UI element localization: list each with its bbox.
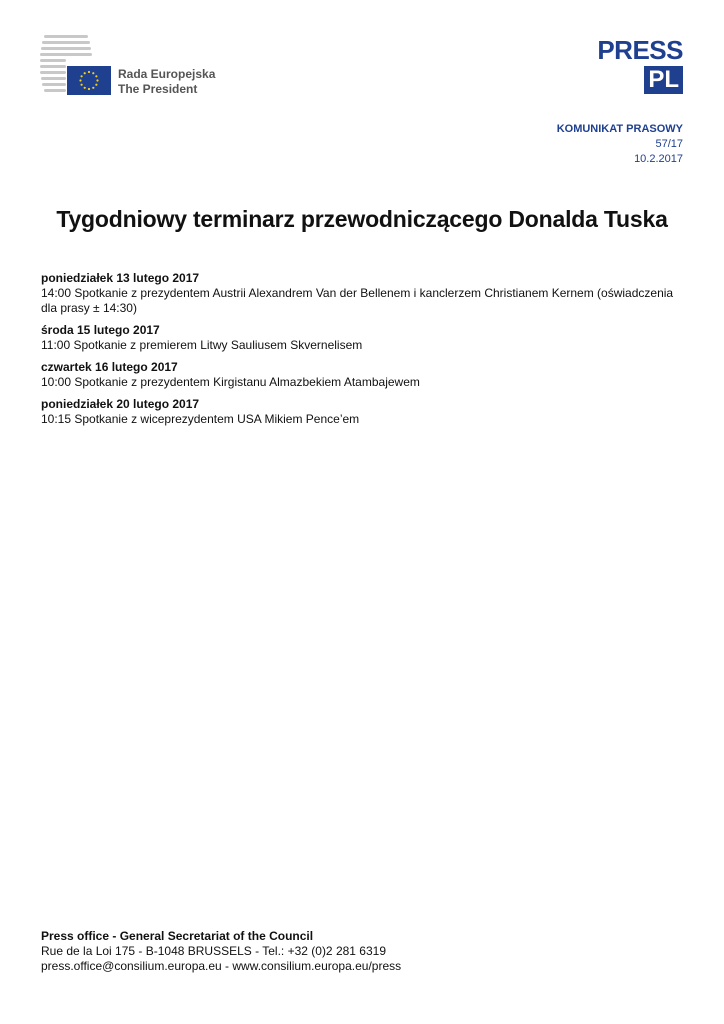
press-word: PRESS bbox=[597, 35, 683, 65]
agenda-day-date: poniedziałek 13 lutego 2017 bbox=[41, 271, 200, 285]
page-title: Tygodniowy terminarz przewodniczącego Donalda Tuska bbox=[56, 206, 668, 232]
council-logo bbox=[40, 33, 240, 99]
eu-flag-icon bbox=[66, 65, 112, 96]
agenda-day bbox=[41, 360, 687, 390]
agenda-day-text: 10:00 Spotkanie z prezydentem Kirgistanu Almazbekiem Atambajewem bbox=[41, 375, 420, 389]
footer-office: Press office - General Secretariat of the Council bbox=[41, 929, 314, 943]
release-number: 57/17 bbox=[655, 138, 683, 150]
agenda-day-text: 14:00 Spotkanie z prezydentem Austrii Alexandrem Van der Bellenem i kanclerzem Christianem Kernem (oświadczenia dla prasy ± 14:30) bbox=[41, 286, 674, 315]
agenda-day-text: 10:15 Spotkanie z wiceprezydentem USA Mikiem Pence’em bbox=[41, 412, 360, 426]
agenda-list bbox=[41, 271, 687, 434]
agenda-day bbox=[41, 271, 687, 316]
eu-stars-icon bbox=[67, 66, 111, 95]
footer-contact bbox=[41, 929, 401, 974]
agenda-day-text: 11:00 Spotkanie z premierem Litwy Sauliusem Skvernelisem bbox=[41, 338, 363, 352]
org-line-2: The President bbox=[118, 82, 198, 96]
footer-address: Rue de la Loi 175 - B-1048 BRUSSELS - Tel.: +32 (0)2 281 6319 bbox=[41, 944, 386, 958]
footer-links[interactable]: press.office@consilium.europa.eu - www.consilium.europa.eu/press bbox=[41, 959, 402, 973]
agenda-day-date: czwartek 16 lutego 2017 bbox=[41, 360, 178, 374]
release-date: 10.2.2017 bbox=[634, 153, 683, 165]
agenda-day bbox=[41, 323, 687, 353]
org-line-1: Rada Europejska bbox=[118, 67, 216, 81]
release-kind: KOMUNIKAT PRASOWY bbox=[556, 123, 683, 135]
agenda-day-date: środa 15 lutego 2017 bbox=[41, 323, 160, 337]
release-meta bbox=[557, 122, 683, 167]
agenda-day-date: poniedziałek 20 lutego 2017 bbox=[41, 397, 200, 411]
organization-name bbox=[118, 67, 215, 97]
agenda-day bbox=[41, 397, 687, 427]
language-badge: PL bbox=[644, 66, 683, 94]
press-badge bbox=[597, 36, 683, 94]
